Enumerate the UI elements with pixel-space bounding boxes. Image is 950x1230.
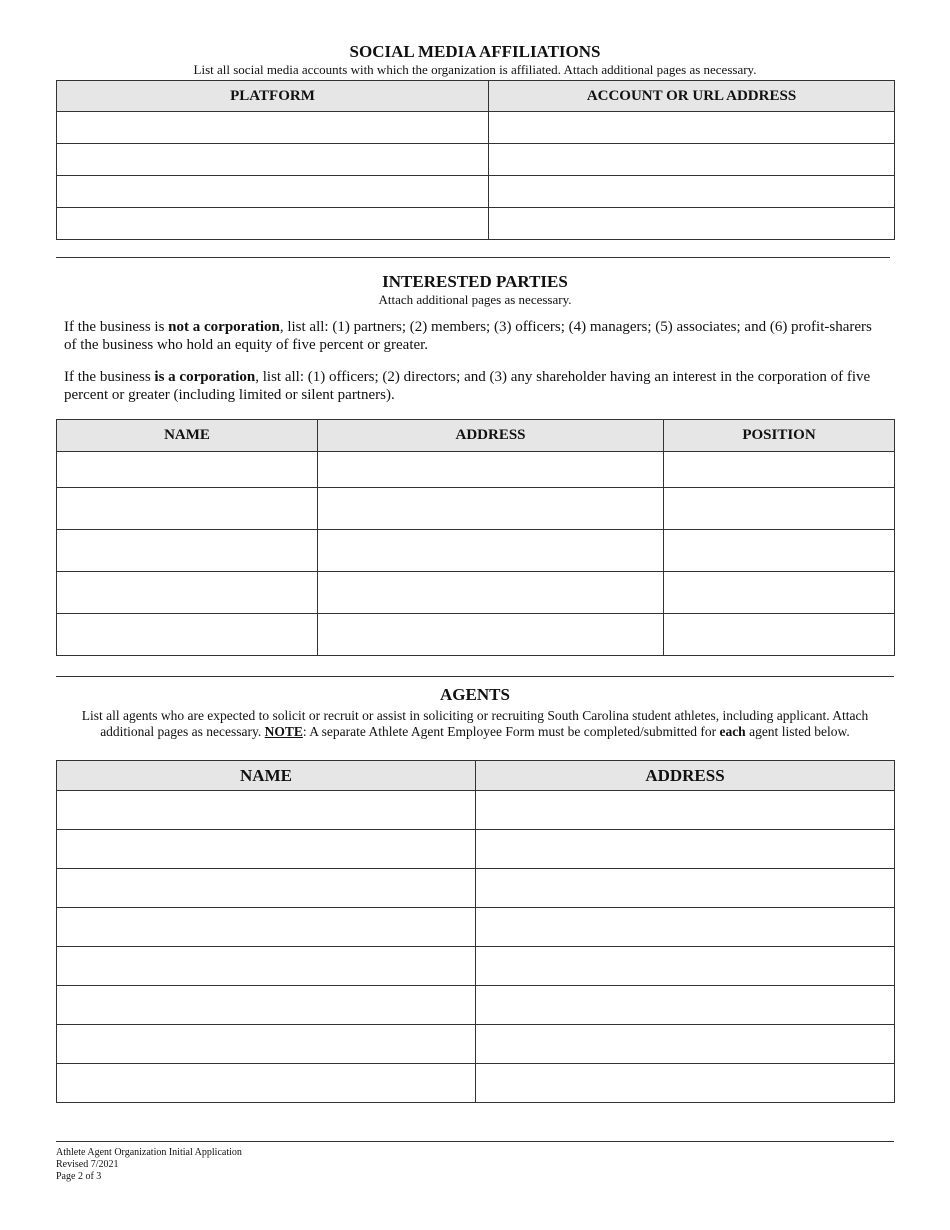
footer-divider bbox=[56, 1141, 894, 1142]
agent-address-cell[interactable] bbox=[476, 1025, 895, 1064]
agent-address-cell[interactable] bbox=[476, 791, 895, 830]
corporation-instructions: If the business is a corporation, list all: (1) officers; (2) directors; and (3) any shareholder having an interest in the corporation of five percent or greater (including limited or silent partners). bbox=[64, 369, 871, 403]
position-cell[interactable] bbox=[664, 572, 895, 614]
name-cell[interactable] bbox=[57, 452, 318, 488]
column-header-name: NAME bbox=[57, 761, 476, 791]
non-corporation-instructions: If the business is not a corporation, list all: (1) partners; (2) members; (3) officers; (4) managers; (5) associates; and (6) profit-sharers of the business who hold an equity of five percent or greater. bbox=[64, 319, 872, 353]
footer-page-number: Page 2 of 3 bbox=[56, 1171, 102, 1182]
table-row bbox=[57, 530, 895, 572]
table-row bbox=[57, 1025, 895, 1064]
column-header-name: NAME bbox=[57, 420, 318, 452]
name-cell[interactable] bbox=[57, 488, 318, 530]
address-cell[interactable] bbox=[318, 614, 664, 656]
table-row bbox=[57, 572, 895, 614]
name-cell[interactable] bbox=[57, 530, 318, 572]
agent-address-cell[interactable] bbox=[476, 986, 895, 1025]
agent-name-cell[interactable] bbox=[57, 830, 476, 869]
column-header-address: ADDRESS bbox=[318, 420, 664, 452]
agents-table bbox=[56, 760, 895, 1103]
platform-cell[interactable] bbox=[57, 112, 489, 144]
table-row bbox=[57, 452, 895, 488]
table-row bbox=[57, 791, 895, 830]
table-row bbox=[57, 208, 895, 240]
interested-parties-subtitle: Attach additional pages as necessary. bbox=[378, 292, 572, 307]
social-media-subtitle: List all social media accounts with which the organization is affiliated. Attach additional pages as necessary. bbox=[193, 62, 757, 77]
agent-name-cell[interactable] bbox=[57, 869, 476, 908]
interested-parties-table bbox=[56, 419, 895, 656]
page-footer bbox=[56, 1147, 242, 1183]
address-cell[interactable] bbox=[318, 488, 664, 530]
account-url-cell[interactable] bbox=[489, 112, 895, 144]
table-row bbox=[57, 986, 895, 1025]
address-cell[interactable] bbox=[318, 572, 664, 614]
agent-name-cell[interactable] bbox=[57, 1064, 476, 1103]
table-row bbox=[57, 176, 895, 208]
column-header-position: POSITION bbox=[664, 420, 895, 452]
agents-description: List all agents who are expected to solicit or recruit or assist in soliciting or recruiting South Carolina student athletes, including applicant. Attach additional pages as necessary. NOTE: A separate Athlete Agent Employee Form must be completed/submitted for each agent listed below. bbox=[81, 708, 869, 739]
account-url-cell[interactable] bbox=[489, 144, 895, 176]
position-cell[interactable] bbox=[664, 488, 895, 530]
account-url-cell[interactable] bbox=[489, 176, 895, 208]
position-cell[interactable] bbox=[664, 530, 895, 572]
agent-address-cell[interactable] bbox=[476, 830, 895, 869]
agent-address-cell[interactable] bbox=[476, 947, 895, 986]
agent-name-cell[interactable] bbox=[57, 986, 476, 1025]
agent-name-cell[interactable] bbox=[57, 908, 476, 947]
address-cell[interactable] bbox=[318, 530, 664, 572]
social-media-table bbox=[56, 80, 895, 240]
agent-address-cell[interactable] bbox=[476, 869, 895, 908]
section-divider bbox=[56, 676, 894, 677]
platform-cell[interactable] bbox=[57, 176, 489, 208]
account-url-cell[interactable] bbox=[489, 208, 895, 240]
address-cell[interactable] bbox=[318, 452, 664, 488]
table-row bbox=[57, 144, 895, 176]
table-row bbox=[57, 830, 895, 869]
column-header-account-url: ACCOUNT OR URL ADDRESS bbox=[489, 81, 895, 112]
position-cell[interactable] bbox=[664, 614, 895, 656]
table-row bbox=[57, 614, 895, 656]
platform-cell[interactable] bbox=[57, 144, 489, 176]
table-row bbox=[57, 869, 895, 908]
table-row bbox=[57, 947, 895, 986]
table-row bbox=[57, 112, 895, 144]
column-header-platform: PLATFORM bbox=[57, 81, 489, 112]
agent-address-cell[interactable] bbox=[476, 908, 895, 947]
column-header-address: ADDRESS bbox=[476, 761, 895, 791]
agent-name-cell[interactable] bbox=[57, 1025, 476, 1064]
social-media-title: SOCIAL MEDIA AFFILIATIONS bbox=[349, 42, 601, 61]
agent-name-cell[interactable] bbox=[57, 947, 476, 986]
footer-form-name: Athlete Agent Organization Initial Application bbox=[56, 1147, 242, 1158]
section-divider bbox=[56, 257, 890, 258]
interested-parties-title: INTERESTED PARTIES bbox=[382, 272, 568, 291]
position-cell[interactable] bbox=[664, 452, 895, 488]
table-row bbox=[57, 488, 895, 530]
agents-title: AGENTS bbox=[440, 685, 510, 704]
table-row bbox=[57, 908, 895, 947]
agent-name-cell[interactable] bbox=[57, 791, 476, 830]
agent-address-cell[interactable] bbox=[476, 1064, 895, 1103]
footer-revision: Revised 7/2021 bbox=[56, 1159, 119, 1170]
table-row bbox=[57, 1064, 895, 1103]
name-cell[interactable] bbox=[57, 572, 318, 614]
name-cell[interactable] bbox=[57, 614, 318, 656]
platform-cell[interactable] bbox=[57, 208, 489, 240]
